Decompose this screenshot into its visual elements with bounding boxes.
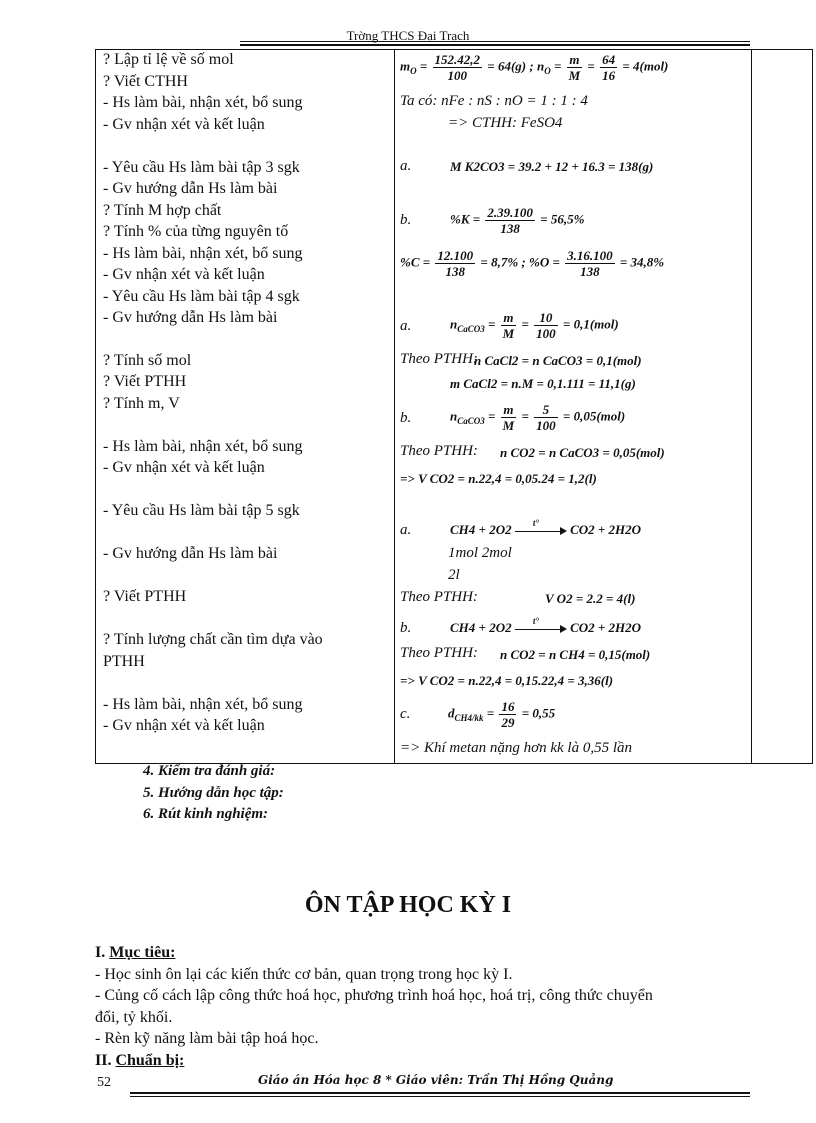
volume-o2: V O2 = 2.2 = 4(l) [545,591,636,606]
heading-objectives: I. Mục tiêu: [95,944,176,961]
activity-line: ? Viết PTHH [103,373,187,390]
activity-line: - Yêu cầu Hs làm bài tập 5 sgk [103,502,300,519]
mol-ratio-line: Ta có: nFe : nS : nO = 1 : 1 : 4 [400,93,588,109]
volume-ratio: 2l [448,567,460,583]
objective-line: - Rèn kỹ năng làm bài tập hoá học. [95,1030,319,1047]
header-rule [240,41,750,42]
part-label-b: b. [400,410,412,426]
notes-column [752,50,813,764]
relative-density: $d_{CH4/kk}$ = $\frac{16}{29}$ = 0,55 [448,699,556,730]
activity-line: ? Tính số mol [103,352,192,369]
objective-line: - Củng cố cách lập công thức hoá học, phương trình hoá học, hoá trị, công thức chuyển [95,987,653,1004]
activity-line: ? Viết PTHH [103,588,187,605]
moles-caco3-b: $n_{CaCO3}$ = $\frac{m}{M}$ = $\frac{5}{100}$ = 0,05(mol) [450,402,626,433]
part-label-b: b. [400,212,412,228]
activity-line: ? Tính M hợp chất [103,202,222,219]
part-label-c: c. [400,706,411,722]
section-homework: 5. Hướng dẫn học tập: [143,785,284,801]
activity-line: - Gv nhận xét và kết luận [103,459,265,476]
objective-line: đổi, tỷ khối. [95,1009,173,1026]
activity-line: - Gv nhận xét và kết luận [103,717,265,734]
percent-c-o: %C = $\frac{12.100}{138}$ = 8,7% ; %O = $\frac{3.16.100}{138}$ = 34,8% [400,248,665,279]
conclusion-line: => Khí metan nặng hơn kk là 0,55 lần [400,740,632,756]
footer-rule [130,1096,750,1097]
moles-caco3: $n_{CaCO3}$ = $\frac{m}{M}$ = $\frac{10}{100}$ = 0,1(mol) [450,310,619,341]
activity-line: - Gv nhận xét và kết luận [103,116,265,133]
formula-result: => CTHH: FeSO4 [448,115,563,131]
combustion-equation-b: CH4 + 2O2 t° CO2 + 2H2O [450,616,642,635]
mol-ratio: 1mol 2mol [448,545,512,561]
part-label-a: a. [400,158,412,174]
volume-co2-b: => V CO2 = n.22,4 = 0,05.24 = 1,2(l) [400,471,597,486]
by-equation-label: Theo PTHH: [400,351,478,367]
review-title: ÔN TẬP HỌC KỲ I [304,892,512,918]
objective-line: - Học sinh ôn lại các kiến thức cơ bản, quan trọng trong học kỳ I. [95,966,513,983]
by-equation-label: Theo PTHH: [400,645,478,661]
part-label-a: a. [400,522,412,538]
part-label-b: b. [400,620,412,636]
by-equation-label: Theo PTHH: [400,589,478,605]
footer-credit: Giáo án Hóa học 8 * Giáo viên: Trần Thị Hồng Quảng [258,1073,614,1087]
activity-line: ? Tính m, V [103,395,180,412]
activity-line: ? Lập tỉ lệ về số mol [103,51,234,68]
moles-co2-b: n CO2 = n CaCO3 = 0,05(mol) [500,445,665,460]
activity-line: - Hs làm bài, nhận xét, bổ sung [103,696,303,713]
activity-line: - Hs làm bài, nhận xét, bổ sung [103,94,303,111]
header-rule-thick [240,44,750,46]
activity-line: - Gv nhận xét và kết luận [103,266,265,283]
activity-line: - Yêu cầu Hs làm bài tập 4 sgk [103,288,300,305]
activity-line: - Gv hướng dẫn Hs làm bài [103,180,278,197]
page-number: 52 [97,1075,111,1090]
footer-rule-thick [130,1092,750,1094]
reaction-arrow: t° [515,526,567,536]
activity-line: - Yêu cầu Hs làm bài tập 3 sgk [103,159,300,176]
activity-line: ? Tính % của từng nguyên tố [103,223,289,240]
part-label-a: a. [400,318,412,334]
formula-mo-no: $m_O$ = $\frac{152.42,2}{100}$ = 64(g) ; $n_O$ = $\frac{m}{M}$ = $\frac{64}{16}$ = 4(mol) [400,52,669,83]
heading-preparation: II. Chuẩn bị: [95,1052,185,1069]
moles-cacl2: n CaCl2 = n CaCO3 = 0,1(mol) [474,353,642,368]
activity-line: ? Tính lượng chất cần tìm dựa vào [103,631,323,648]
by-equation-label: Theo PTHH: [400,443,478,459]
activity-line: - Gv hướng dẫn Hs làm bài [103,309,278,326]
reaction-arrow: t° [515,624,567,634]
molar-mass-k2co3: M K2CO3 = 39.2 + 12 + 16.3 = 138(g) [450,159,654,174]
percent-k: %K = $\frac{2.39.100}{138}$ = 56,5% [450,205,585,236]
volume-co2-c: => V CO2 = n.22,4 = 0,15.22,4 = 3,36(l) [400,673,614,688]
section-experience: 6. Rút kinh nghiệm: [143,806,269,822]
activity-line: ? Viết CTHH [103,73,188,90]
mass-cacl2: m CaCl2 = n.M = 0,1.111 = 11,1(g) [450,376,636,391]
page-header: Trờng THCS Đại Trạch [346,28,470,43]
activity-line: - Hs làm bài, nhận xét, bổ sung [103,438,303,455]
section-assessment: 4. Kiểm tra đánh giá: [143,763,276,779]
activity-line: - Gv hướng dẫn Hs làm bài [103,545,278,562]
moles-co2-c: n CO2 = n CH4 = 0,15(mol) [500,647,651,662]
activity-line: PTHH [103,653,145,670]
activity-line: - Hs làm bài, nhận xét, bổ sung [103,245,303,262]
combustion-equation: CH4 + 2O2 t° CO2 + 2H2O [450,518,642,537]
